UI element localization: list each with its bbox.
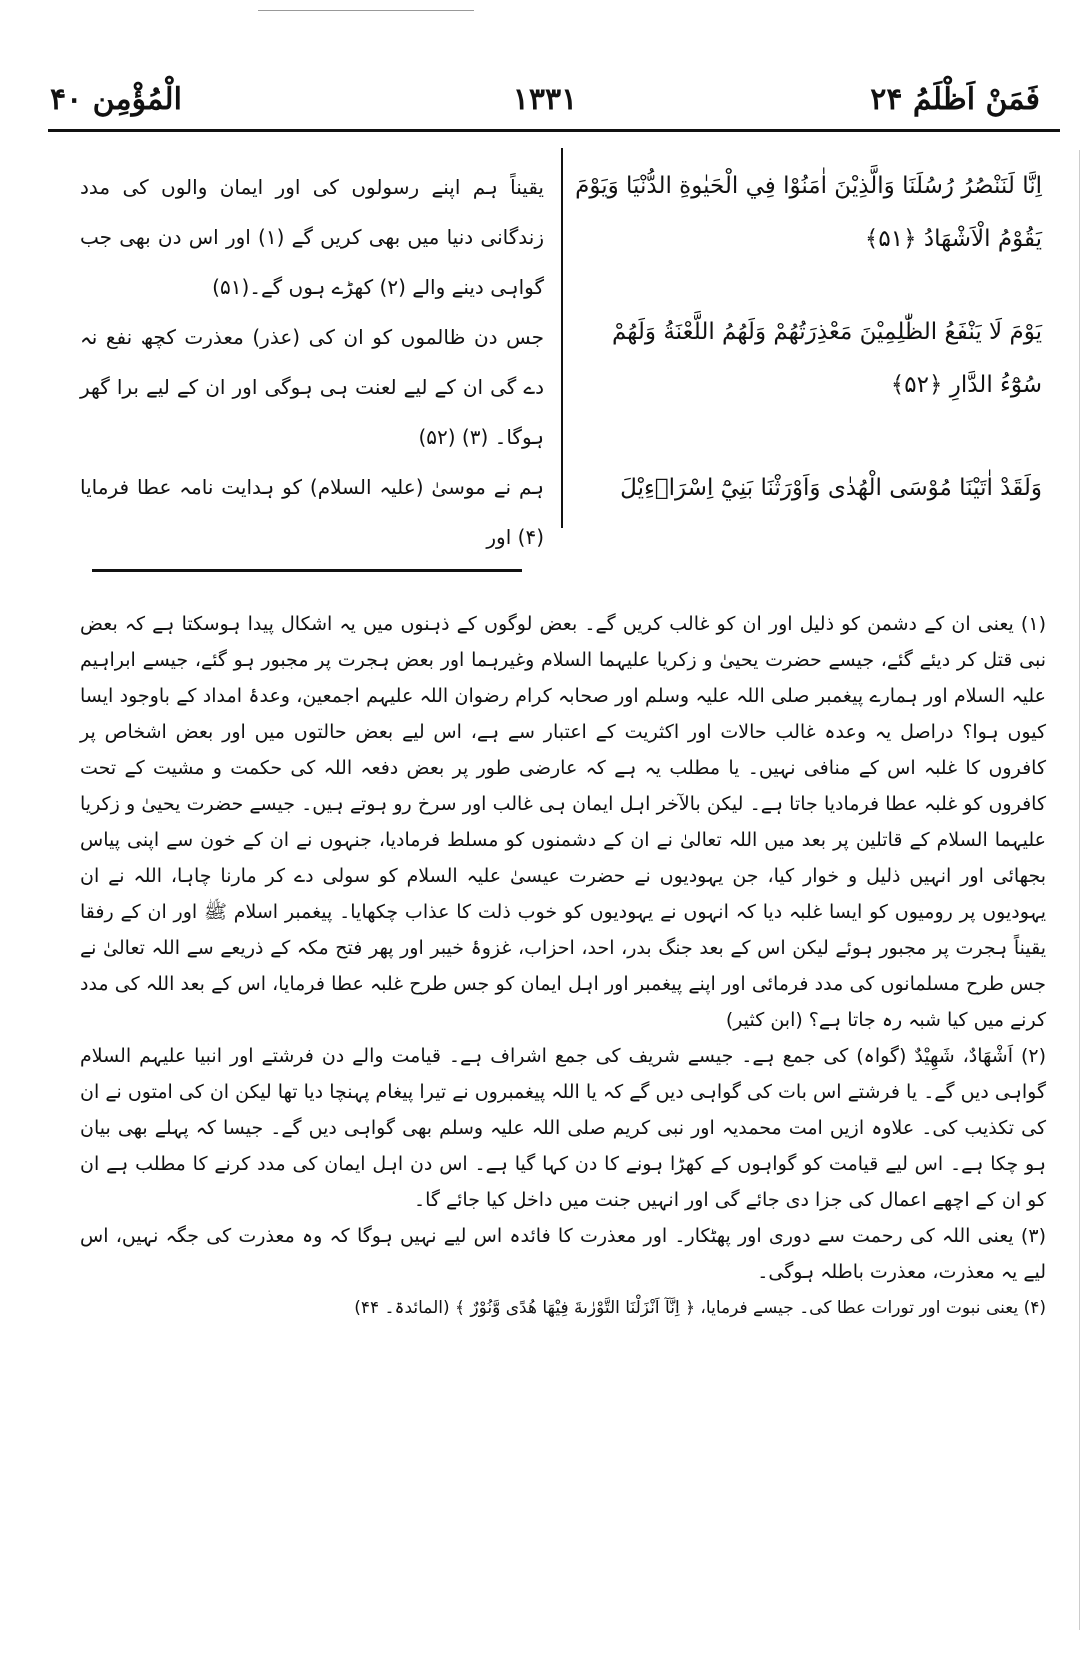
translation-verse-52: جس دن ظالموں کو ان کی (عذر) معذرت کچھ نفع نہ دے گی ان کے لیے لعنت ہی ہوگی اور ان کے لیے برا گھر ہوگا۔ (۳) (۵۲): [80, 325, 544, 449]
footnote-1: (۱) یعنی ان کے دشمن کو ذلیل اور ان کو غالب کریں گے۔ بعض لوگوں کے ذہنوں میں یہ اشکال پیدا ہوسکتا ہے کہ بعض نبی قتل کر دیئے گئے، جیسے حضرت یحییٰ و زکریا علیہما السلام وغیرہما اور بعض ہجرت پر مجبور ہو گئے، جیسے ابراہیم علیہ السلام اور ہمارے پیغمبر صلی اللہ علیہ وسلم اور صحابہ کرام رضوان اللہ علیہم اجمعین، وعدۂ امداد کے باوجود ایسا کیوں ہوا؟ دراصل یہ وعدہ غالب حالات اور اکثریت کے اعتبار سے ہے، اس لیے بعض حالتوں میں اور بعض اشخاص پر کافروں کا غلبہ اس کے منافی نہیں۔ یا مطلب یہ ہے کہ عارضی طور پر بعض دفعہ اللہ کی حکمت و مشیت کے تحت کافروں کو غلبہ عطا فرمادیا جاتا ہے۔ لیکن بالآخر اہل ایمان ہی غالب اور سرخ رو ہوتے ہیں۔ جیسے حضرت یحییٰ و زکریا علیہما السلام کے قاتلین پر بعد میں اللہ تعالیٰ نے ان کے دشمنوں کو مسلط فرمادیا، جنہوں نے ان کے خون سے اپنی پیاس بجھائی اور انہیں ذلیل و خوار کیا، جن یہودیوں نے حضرت عیسیٰ علیہ السلام کو سولی دے کر مارنا چاہا، اللہ نے ان یہودیوں پر رومیوں کو ایسا غلبہ دیا کہ انہوں نے یہودیوں کو خوب ذلت کا عذاب چکھایا۔ پیغمبر اسلام ﷺ اور ان کے رفقا یقیناً ہجرت پر مجبور ہوئے لیکن اس کے بعد جنگ بدر، احد، احزاب، غزوۂ خیبر اور پھر فتح مکہ کے ذریعے سے اللہ تعالیٰ نے جس طرح مسلمانوں کی مدد فرمائی اور اپنے پیغمبر اور اہل ایمان کو جس طرح غلبہ عطا فرمایا، اس کے بعد اللہ کی مدد کرنے میں کیا شبہ رہ جاتا ہے؟ (ابن کثیر): [80, 613, 1046, 1031]
footnote-divider: [92, 569, 522, 572]
column-divider: [561, 148, 563, 528]
top-scan-line: [258, 10, 474, 11]
footnote-2: (۲) اَشْهَادٌ، شَهِيْدٌ (گواہ) کی جمع ہے۔ جیسے شریف کی جمع اشراف ہے۔ قیامت والے دن فرشتے اور انبیا علیہم السلام گواہی دیں گے۔ یا فرشتے اس بات کی گواہی دیں گے کہ یا اللہ پیغمبروں نے تیرا پیغام پہنچا دیا تھا لیکن ان کی امتوں نے ان کی تکذیب کی۔ علاوہ ازیں امت محمدیہ اور نبی کریم صلی اللہ علیہ وسلم بھی گواہی دیں گے۔ جیسا کہ پہلے بھی بیان ہو چکا ہے۔ اس لیے قیامت کو گواہوں کے کھڑا ہونے کا دن کہا گیا ہے۔ اس دن اہل ایمان کی مدد کرنے کا مطلب ہے ان کو ان کے اچھے اعمال کی جزا دی جائے گی اور انہیں جنت میں داخل کیا جائے گا۔: [80, 1045, 1046, 1211]
footnote-3: (۳) یعنی اللہ کی رحمت سے دوری اور پھٹکار۔ اور معذرت کا فائدہ اس لیے نہیں ہوگا کہ وہ معذرت کی جگہ نہیں، اس لیے یہ معذرت، معذرت باطلہ ہوگی۔: [80, 1225, 1046, 1283]
translation-column: [80, 162, 544, 562]
juz-name-header: فَمَنْ اَظْلَمُ ۲۴: [870, 82, 1040, 117]
translation-verse-53: ہم نے موسیٰ (علیہ السلام) کو ہدایت نامہ عطا فرمایا (۴) اور: [80, 475, 544, 549]
footnote-4: (۴) یعنی نبوت اور تورات عطا کی۔ جیسے فرمایا، ﴿ اِنَّآ اَنْزَلْنَا التَّوْرٰىةَ فِيْهَا هُدًى وَّنُوْرٌ ﴾ (المائدۃ۔ ۴۴): [354, 1298, 1046, 1318]
footnotes: [80, 606, 1046, 1326]
header-divider: [48, 129, 1060, 132]
arabic-verse-53: وَلَقَدْ اٰتَيْنَا مُوْسَى الْهُدٰى وَاَوْرَثْنَا بَنِيْٓ اِسْرَاۗءِيْلَ: [620, 475, 1042, 501]
surah-name-header: الْمُؤْمِن ۴۰: [50, 82, 182, 117]
page-number: ۱۳۳۱: [512, 82, 578, 117]
page-edge-line: [1079, 150, 1080, 1630]
translation-verse-51: یقیناً ہم اپنے رسولوں کی اور ایمان والوں کی مدد زندگانی دنیا میں بھی کریں گے (۱) اور اس دن بھی جب گواہی دینے والے (۲) کھڑے ہوں گے۔(۵۱): [80, 175, 544, 299]
arabic-verse-52: يَوْمَ لَا يَنْفَعُ الظّٰلِمِيْنَ مَعْذِرَتُهُمْ وَلَهُمُ اللَّعْنَةُ وَلَهُمْ سُوْٓءُ الدَّارِ ﴿۵۲﴾: [612, 319, 1042, 398]
arabic-verse-51: اِنَّا لَنَنْصُرُ رُسُلَنَا وَالَّذِيْنَ اٰمَنُوْا فِي الْحَيٰوةِ الدُّنْيَا وَيَوْمَ يَقُوْمُ الْاَشْهَادُ ﴿۵۱﴾: [575, 173, 1042, 252]
